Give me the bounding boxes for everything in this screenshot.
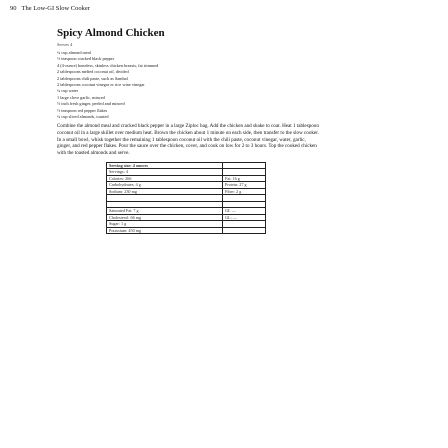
nutrition-table [106, 162, 266, 235]
ingredient-item: ½ teaspoon cracked black pepper [57, 56, 115, 62]
nutrition-label-cell: Serving size: 4 ounces [107, 162, 223, 169]
nutrition-panel [106, 162, 266, 235]
nutrition-label-cell: Sodium: 230 mg [107, 188, 223, 195]
ingredient-item: 4 (4-ounce) boneless, skinless chicken breasts, fat trimmed [57, 62, 159, 68]
nutrition-label-cell: Sugar: 1 g [107, 221, 223, 228]
recipe-serves: Serves 4 [57, 42, 73, 47]
recipe-title: Spicy Almond Chicken [57, 27, 165, 39]
nutrition-label-cell: Potassium: 450 mg [107, 227, 223, 234]
nutrition-label-cell: Cholesterol: 66 mg [107, 214, 223, 221]
nutrition-label-cell: Calories: 266 [107, 175, 223, 182]
nutrition-value-cell: GL: — [223, 214, 266, 221]
book-title: The Low-GI Slow Cooker [21, 5, 90, 12]
page-number: 90 [10, 5, 17, 12]
nutrition-label-cell: Servings: 4 [107, 169, 223, 176]
nutrition-value-cell [223, 227, 266, 234]
ingredient-item: 2 tablespoons chili paste, such as Sambal [57, 75, 128, 81]
nutrition-value-cell: GI: — [223, 208, 266, 215]
ingredient-item: ½ inch fresh ginger, peeled and minced [57, 101, 125, 107]
ingredient-item: ¼ cup water [57, 88, 79, 94]
ingredient-item: 1 large clove garlic, minced [57, 94, 105, 100]
recipe-directions: Combine the almond meal and cracked black pepper in a large Ziploc bag. Add the chicken and shake to coat. Heat 1 tablespoon coconut oil in a large skillet over medium heat. Brown the chicken about 1 minute on each side, then transfer to the slow cooker. In a small bowl, whisk together the remaining 1 tablespoon coconut oil with the chili paste, coconut vinegar, water, garlic, ginger, and red pepper flakes. Pour the sauce over the chicken, cover, and cook on low for 2 to 3 hours. Top the cooked chicken with the toasted almonds and serve. [57, 123, 319, 156]
nutrition-value-cell: Fiber: 2 g [223, 188, 266, 195]
ingredient-item: 2 tablespoons melted coconut oil, divided [57, 69, 129, 75]
ingredients-list [57, 50, 319, 120]
recipe-content [57, 27, 319, 234]
nutrition-value-cell: Fat: 16 g [223, 175, 266, 182]
nutrition-value-cell: Protein: 27 g [223, 182, 266, 189]
nutrition-label-cell: Carbohydrates: 4 g [107, 182, 223, 189]
nutrition-row [107, 227, 266, 234]
nutrition-label-cell: Saturated Fat: 7 g [107, 208, 223, 215]
ingredient-item: 2 tablespoons coconut vinegar or rice wine vinegar [57, 82, 145, 88]
ingredient-item: ½ teaspoon red pepper flakes [57, 107, 108, 113]
ingredient-item: ¼ cup almond meal [57, 50, 91, 55]
ingredient-item: ¼ cup sliced almonds, toasted [57, 114, 109, 120]
running-header [10, 5, 90, 12]
